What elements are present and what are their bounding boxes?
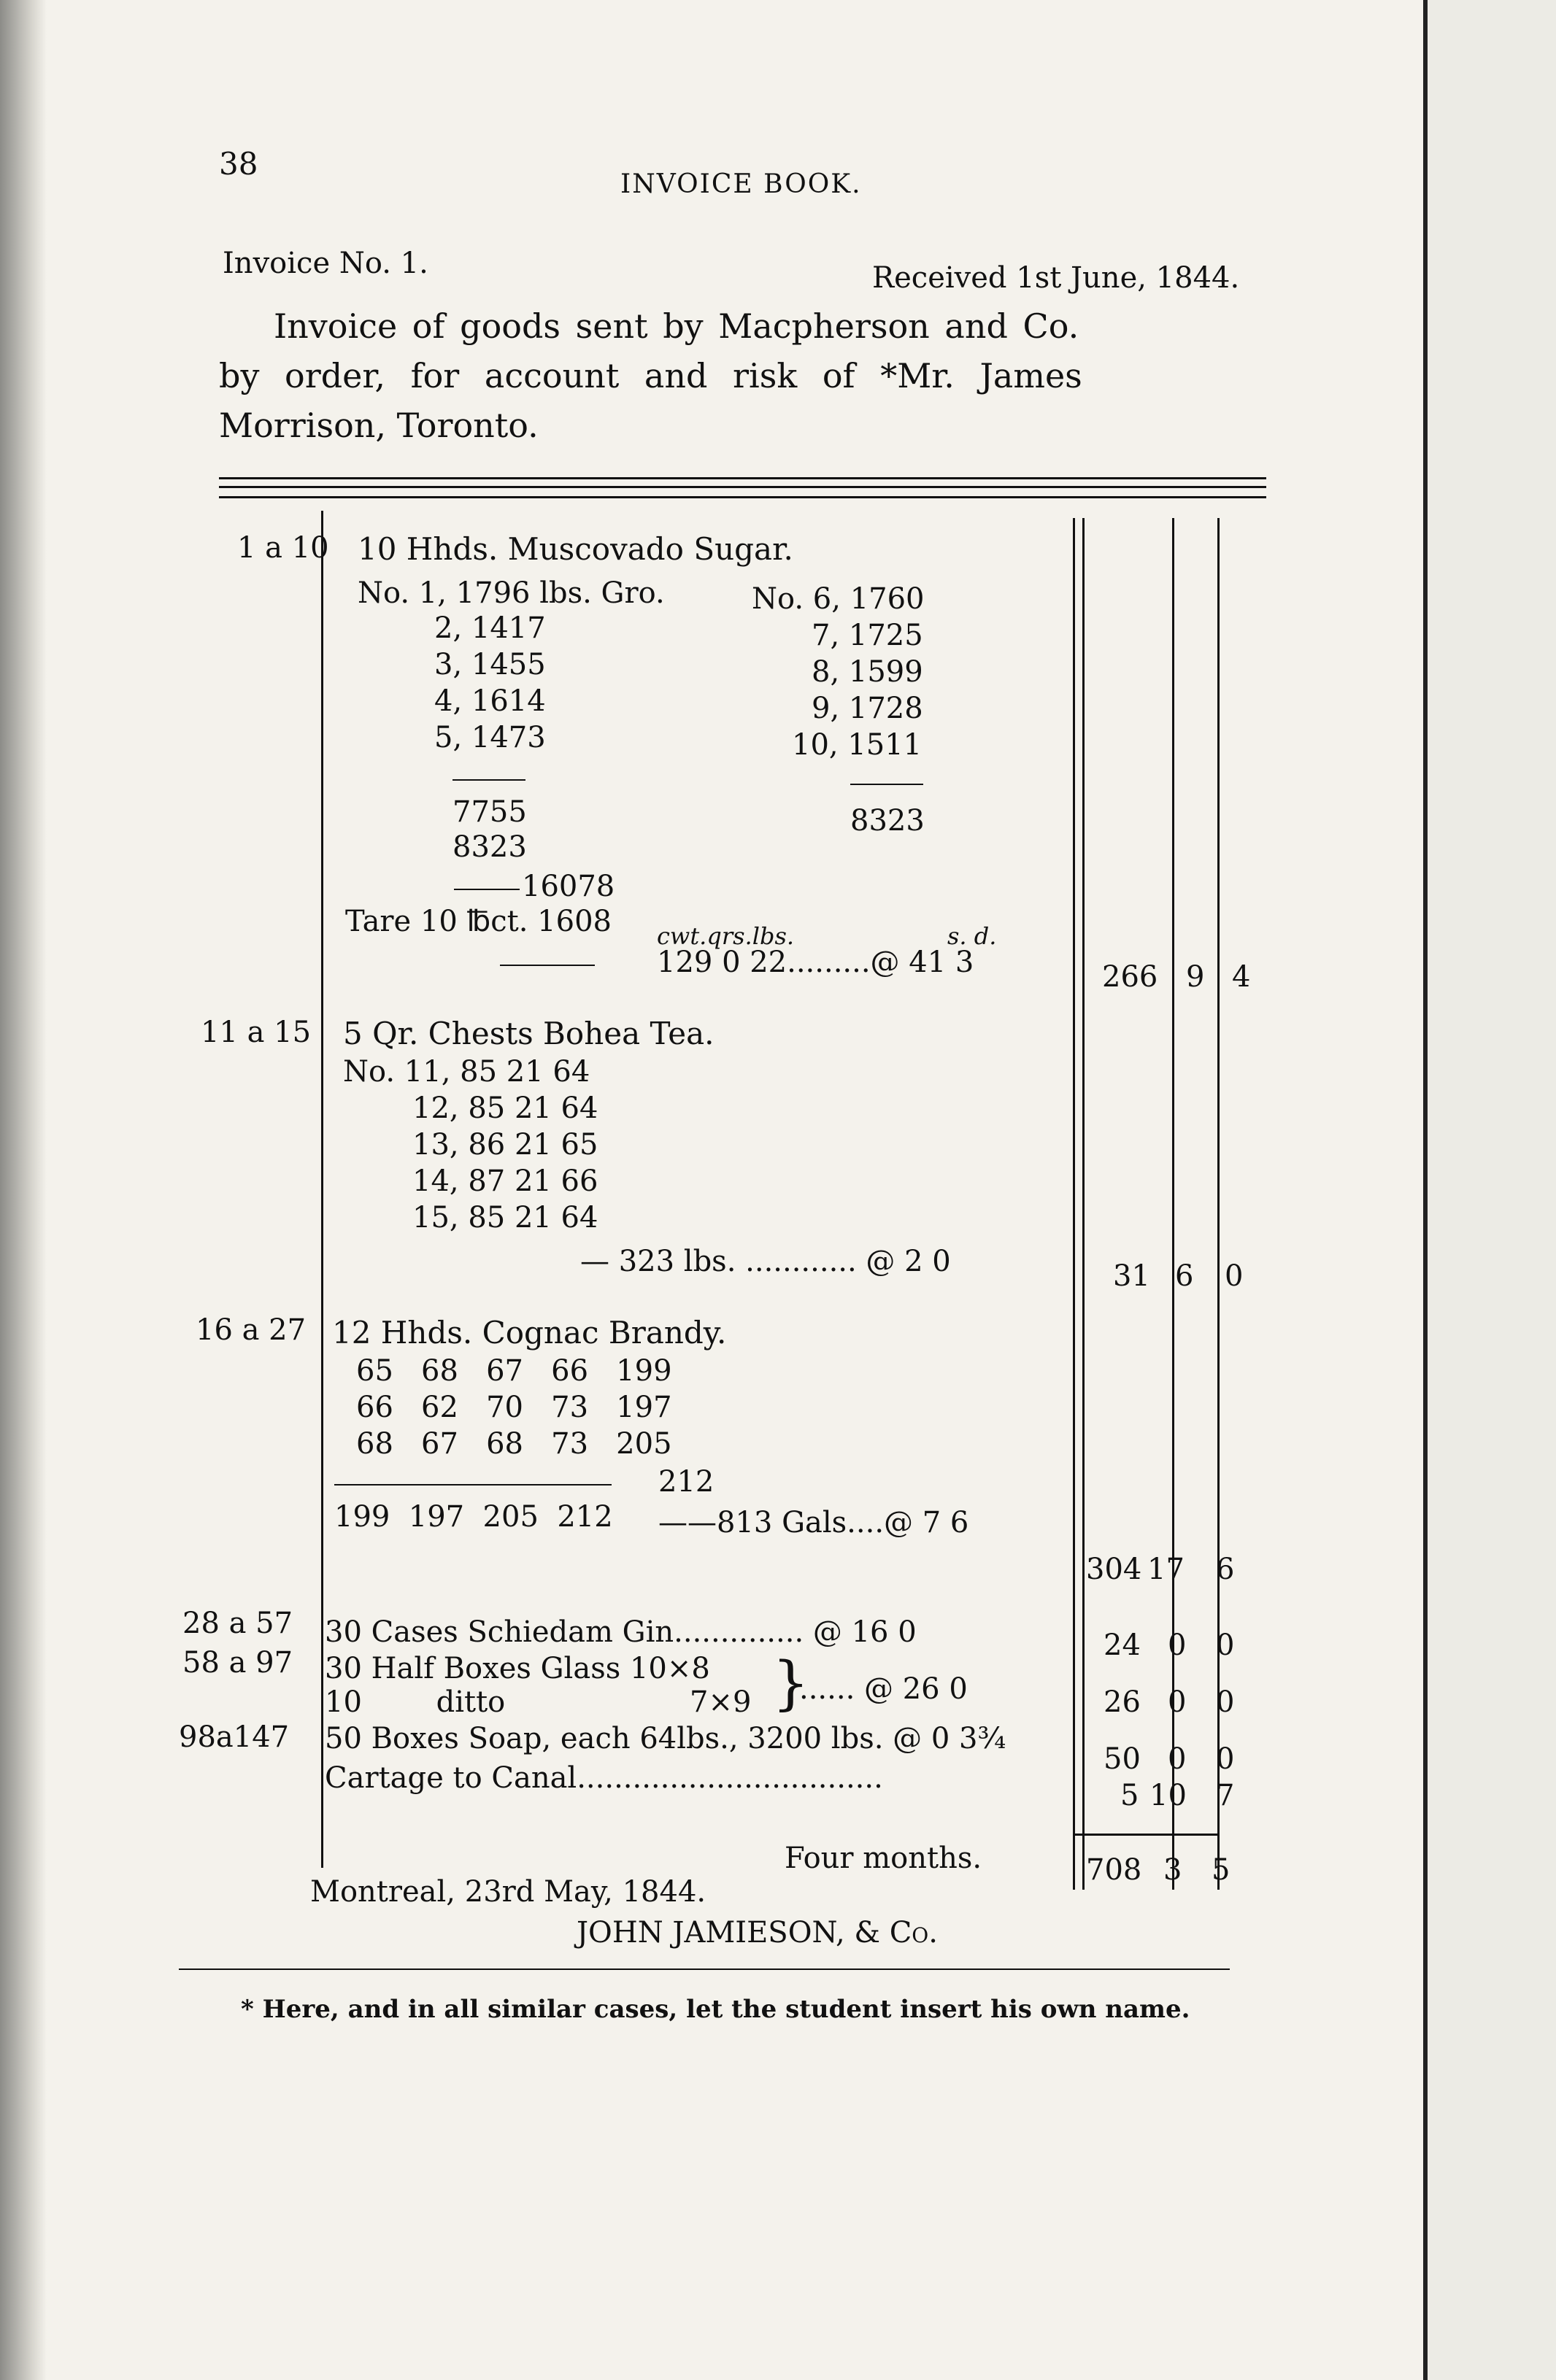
- tea-row: 15, 85 21 64: [412, 1201, 598, 1235]
- brandy-row: 66 62 70 73 197: [356, 1391, 672, 1424]
- amount-shillings: 0: [1168, 1742, 1187, 1776]
- sugar-row-left: 5, 1473: [434, 721, 546, 754]
- soap-line: 50 Boxes Soap, each 64lbs., 3200 lbs. @ 0 3¾: [325, 1722, 1006, 1755]
- amount-shillings: 6: [1175, 1259, 1194, 1293]
- table-top-rule: [219, 477, 1266, 479]
- amount-shillings: 0: [1168, 1685, 1187, 1719]
- sugar-units-header: cwt.qrs.lbs.: [657, 922, 795, 950]
- sugar-row-left: 4, 1614: [434, 684, 546, 718]
- table-top-rule-3: [219, 496, 1266, 498]
- amount-pounds: 266: [1102, 960, 1158, 994]
- cartage-line: Cartage to Canal.................................: [325, 1761, 883, 1795]
- signature: JOHN JAMIESON, & Co.: [577, 1916, 938, 1950]
- marks-sugar: 1 a 10: [237, 531, 329, 565]
- tea-row: No. 11, 85 21 64: [343, 1055, 590, 1089]
- tea-total-line: — 323 lbs. ............ @ 2 0: [580, 1245, 951, 1278]
- invoice-number: Invoice No. 1.: [223, 247, 428, 280]
- sugar-gross-total: 16078: [522, 870, 615, 903]
- amount-shillings: 9: [1186, 960, 1205, 994]
- sugar-row-right: 10, 1511: [792, 728, 923, 762]
- marks-tea: 11 a 15: [201, 1016, 312, 1049]
- sugar-gross-dash: [454, 889, 520, 890]
- amount-shillings: 0: [1168, 1628, 1187, 1662]
- amount-pounds: 50: [1104, 1742, 1141, 1776]
- intro-line-1: Invoice of goods sent by Macpherson and Co.: [274, 306, 1079, 346]
- received-date: Received 1st June, 1844.: [872, 261, 1240, 295]
- sugar-row-left: 3, 1455: [434, 648, 546, 681]
- tea-row: 13, 86 21 65: [412, 1128, 598, 1162]
- amount-shillings: 10: [1149, 1779, 1187, 1812]
- page-number: 38: [219, 146, 258, 182]
- sugar-sum-left: 7755: [452, 795, 527, 829]
- sugar-row-left: No. 1, 1796 lbs. Gro.: [358, 576, 665, 610]
- glass-brace: }: [772, 1649, 809, 1717]
- amount-pence: 4: [1232, 960, 1251, 994]
- total-pounds: 708: [1086, 1853, 1142, 1887]
- amount-pounds: 304: [1086, 1553, 1142, 1586]
- amount-pence: 0: [1216, 1628, 1235, 1662]
- sugar-tare: Tare 10 ℔ct. 1608: [345, 905, 612, 938]
- brandy-extra: 212: [658, 1465, 715, 1499]
- sugar-net-dash: [500, 965, 595, 966]
- amount-pence: 7: [1216, 1779, 1235, 1812]
- item-title-brandy: 12 Hhds. Cognac Brandy.: [332, 1315, 727, 1351]
- brandy-sums: 199 197 205 212: [334, 1500, 613, 1534]
- marks-gin: 28 a 57: [182, 1607, 293, 1640]
- brandy-gals-line: ——813 Gals....@ 7 6: [658, 1506, 969, 1539]
- terms: Four months.: [785, 1842, 982, 1875]
- amount-pounds: 26: [1104, 1685, 1141, 1719]
- glass-line-2-size: 7×9: [690, 1685, 752, 1719]
- footnote-rule: [179, 1968, 1230, 1970]
- total-pence: 5: [1212, 1853, 1230, 1887]
- pence-column-rule: [1217, 518, 1220, 1890]
- running-title: INVOICE BOOK.: [620, 169, 862, 199]
- footnote: * Here, and in all similar cases, let the student insert his own name.: [241, 1995, 1190, 2024]
- amount-pounds: 24: [1104, 1628, 1141, 1662]
- tea-row: 14, 87 21 66: [412, 1164, 598, 1198]
- item-title-tea: 5 Qr. Chests Bohea Tea.: [343, 1016, 715, 1051]
- place-date: Montreal, 23rd May, 1844.: [310, 1875, 706, 1909]
- intro-line-2: by order, for account and risk of *Mr. James: [219, 356, 1082, 395]
- marks-soap: 98a147: [179, 1720, 290, 1754]
- total-rule: [1073, 1834, 1219, 1836]
- brandy-sum-rule: [334, 1484, 612, 1485]
- amount-pence: 0: [1225, 1259, 1244, 1293]
- marks-brandy: 16 a 27: [196, 1313, 307, 1347]
- amount-pence: 0: [1216, 1685, 1235, 1719]
- marks-column-rule: [321, 511, 323, 1868]
- brandy-row: 65 68 67 66 199: [356, 1354, 672, 1388]
- sugar-row-left: 2, 1417: [434, 611, 546, 645]
- adjacent-page-edge: [1423, 0, 1556, 2380]
- amount-pence: 6: [1216, 1553, 1235, 1586]
- sugar-row-right: 7, 1725: [812, 619, 923, 652]
- pounds-column-rule-a: [1073, 518, 1075, 1890]
- glass-line-2: 10 ditto: [325, 1685, 506, 1719]
- gin-line: 30 Cases Schiedam Gin.............. @ 16 0: [325, 1615, 917, 1649]
- page-gutter-left: [0, 0, 47, 2380]
- glass-rate: ...... @ 26 0: [799, 1672, 968, 1706]
- shillings-column-rule: [1172, 518, 1174, 1890]
- sugar-row-right: 8, 1599: [812, 655, 923, 689]
- tea-row: 12, 85 21 64: [412, 1092, 598, 1125]
- sugar-sum-rule-right: [850, 784, 923, 785]
- sugar-sum-right: 8323: [850, 804, 925, 838]
- item-title-sugar: 10 Hhds. Muscovado Sugar.: [358, 531, 793, 567]
- sugar-sum-left-2: 8323: [452, 830, 527, 864]
- total-shillings: 3: [1163, 1853, 1182, 1887]
- amount-shillings: 17: [1147, 1553, 1185, 1586]
- brandy-row: 68 67 68 73 205: [356, 1427, 672, 1461]
- amount-pounds: 31: [1113, 1259, 1150, 1293]
- sugar-row-right: 9, 1728: [812, 692, 923, 725]
- sugar-sum-rule-left: [452, 779, 525, 781]
- intro-line-3: Morrison, Toronto.: [219, 406, 539, 445]
- amount-pence: 0: [1216, 1742, 1235, 1776]
- marks-glass: 58 a 97: [182, 1646, 293, 1680]
- glass-line-1: 30 Half Boxes Glass 10×8: [325, 1652, 710, 1685]
- sugar-row-right: No. 6, 1760: [752, 582, 925, 616]
- sugar-net-line: 129 0 22.........@ 41 3: [657, 946, 974, 979]
- pounds-column-rule-b: [1082, 518, 1085, 1890]
- sugar-sd-header: s. d.: [947, 922, 997, 950]
- amount-pounds: 5: [1120, 1779, 1139, 1812]
- table-top-rule-2: [219, 486, 1266, 488]
